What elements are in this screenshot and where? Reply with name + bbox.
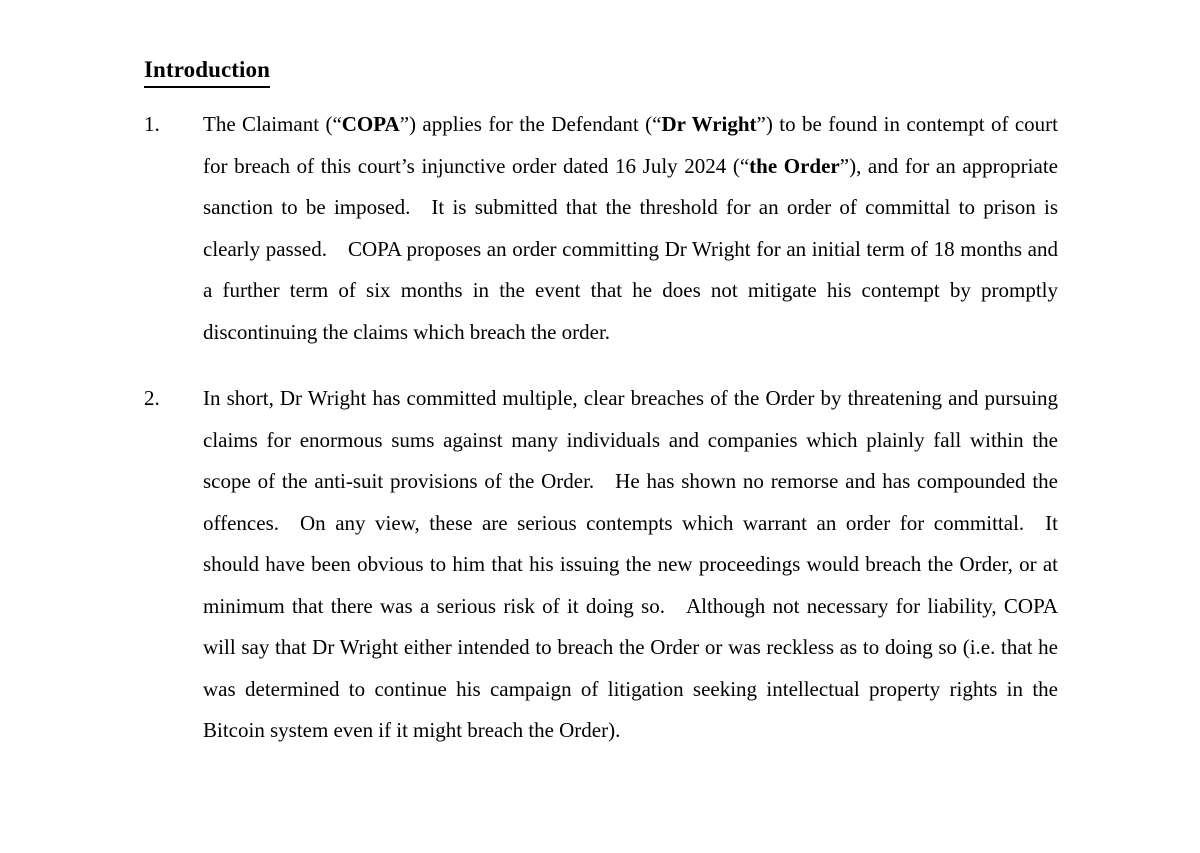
text-run: In short, Dr Wright has committed multiple, clear breaches of the Order by threatening and pursuing claims for enormous sums against many individuals and companies which plainly fall within the scope of the anti-suit provisions of the Order. He has shown no remorse and has compounded the offences. On any view, these are serious contempts which warrant an order for committal. It should have been obvious to him that his issuing the new proceedings would breach the Order, or at minimum that there was a serious risk of it doing so. Although not necessary for liability, COPA will say that Dr Wright either intended to breach the Order or was reckless as to doing so (i.e. that he was determined to continue his campaign of litigation seeking intellectual property rights in the Bitcoin system even if it might breach the Order). xyxy=(203,386,1058,742)
paragraph-number: 2. xyxy=(144,386,160,410)
text-run: ”) to be found in contempt of court for breach of this court’s injunctive order dated 16 July 2024 (“ xyxy=(203,112,1058,178)
page-title xyxy=(144,55,270,88)
text-run: ”) applies for the Defendant (“ xyxy=(399,112,662,136)
emphasised-term: Dr Wright xyxy=(661,112,757,136)
text-run: The Claimant (“ xyxy=(203,112,342,136)
numbered-paragraph-list xyxy=(144,104,1058,752)
numbered-paragraph xyxy=(144,378,1058,752)
paragraph-number: 1. xyxy=(144,112,160,136)
paragraph-body xyxy=(203,104,1058,353)
numbered-paragraph xyxy=(144,104,1058,353)
emphasised-term: COPA xyxy=(341,112,400,136)
paragraph-body xyxy=(203,378,1058,752)
emphasised-term: the Order xyxy=(749,153,840,178)
text-run: ”), and for an appropriate sanction to be imposed. It is submitted that the threshold for an order of committal to prison is clearly passed. COPA proposes an order committing Dr Wright for an initial term of 18 months and a further term of six months in the event that he does not mitigate his contempt by promptly discontinuing the claims which breach the order. xyxy=(203,153,1058,344)
page-title-text: Introduction xyxy=(144,55,270,88)
